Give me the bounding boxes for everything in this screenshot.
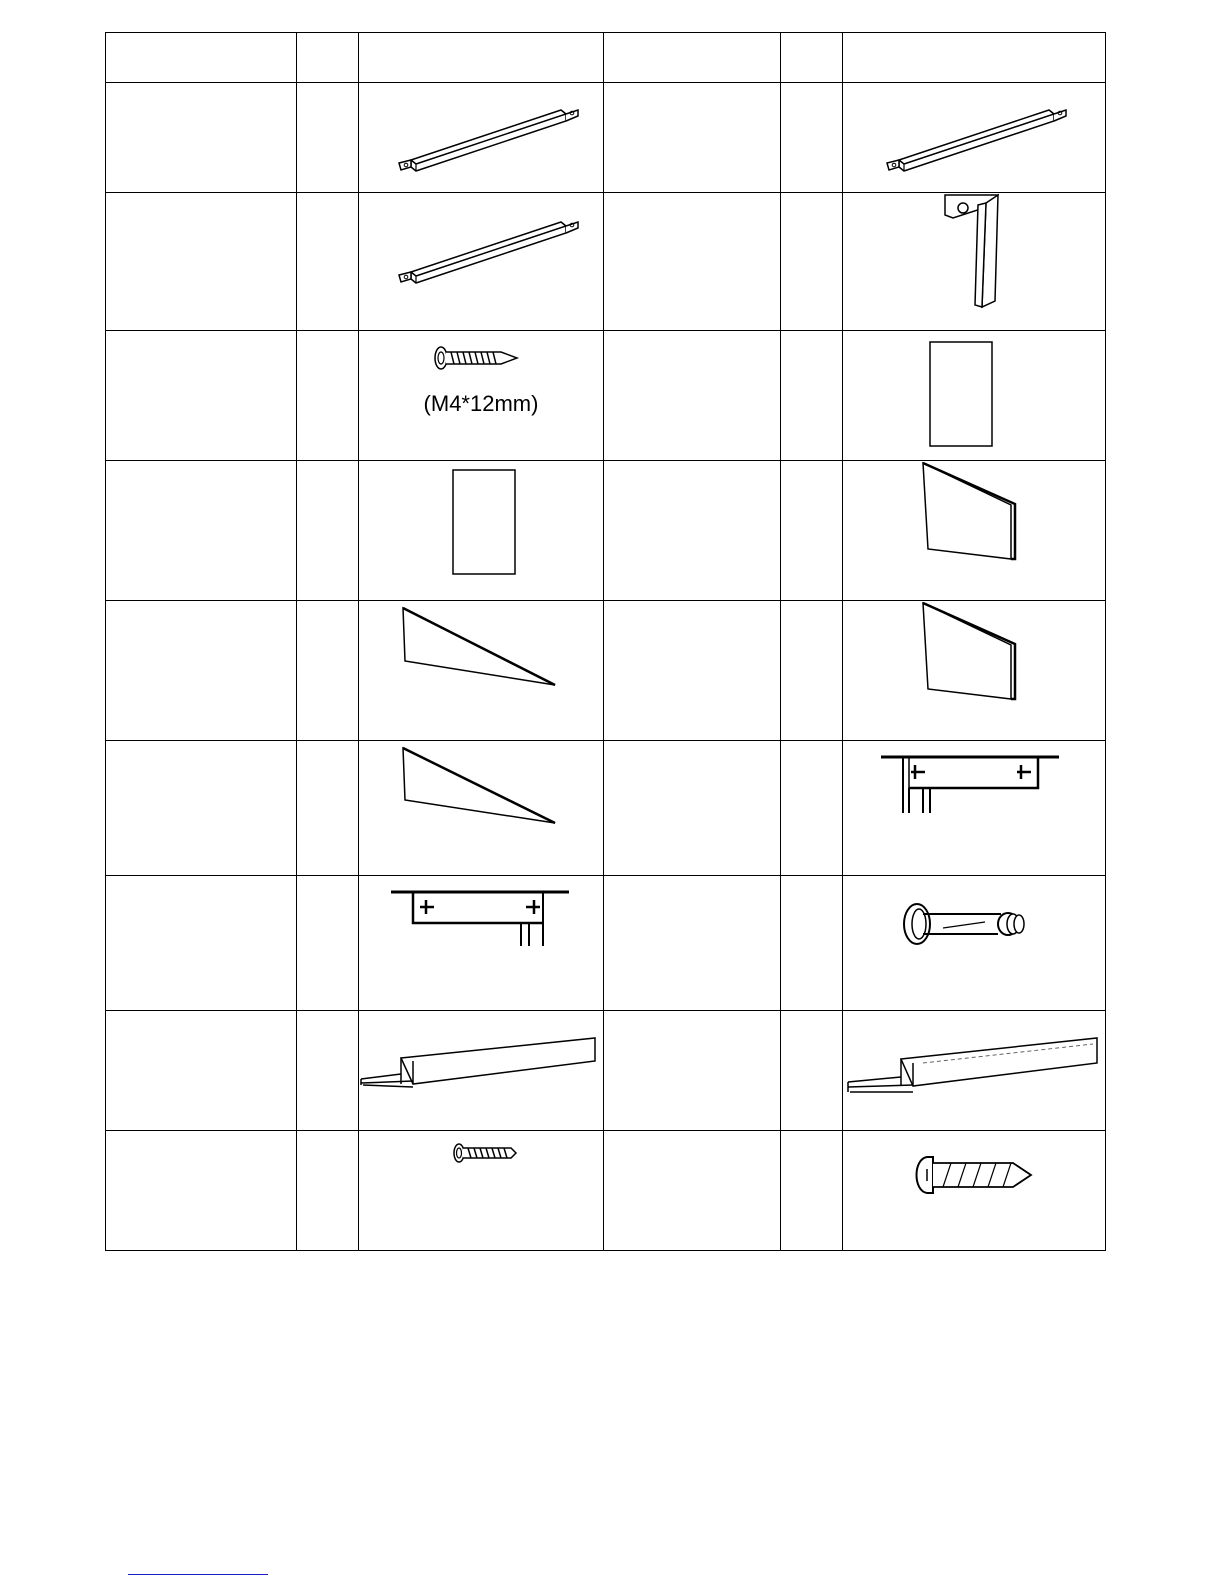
header-cell-picture-right [843,33,1106,83]
rectangular-panel-icon [843,331,1106,459]
rail-channel-icon [359,1011,604,1129]
header-cell-name-right [604,33,781,83]
triangle-panel-icon [359,601,604,739]
screw-size-label: (M4*12mm) [423,391,539,416]
table-row [106,461,1106,601]
table-row [106,193,1106,331]
table-row [106,876,1106,1011]
mounting-plate-icon [359,876,604,1009]
self-tapping-screw-icon [843,1131,1106,1249]
long-bracket-icon [359,193,604,329]
header-cell-qty-left [297,33,359,83]
table-row [106,601,1106,741]
side-panel-icon [843,461,1106,599]
footer-underline-link[interactable] [128,1572,268,1575]
rail-channel-icon [843,1011,1106,1129]
table-header-row [106,33,1106,83]
table-row [106,83,1106,193]
table-row [106,1131,1106,1251]
table-row [106,741,1106,876]
long-bracket-icon [359,83,604,191]
cam-bolt-icon [843,876,1106,1009]
mounting-plate-icon [843,741,1106,874]
table-row [106,331,1106,461]
triangle-panel-icon [359,741,604,874]
rectangular-panel-icon [359,461,604,599]
header-cell-qty-right [781,33,843,83]
table-row [106,1011,1106,1131]
short-screw-icon [359,1131,604,1249]
side-panel-icon [843,601,1106,739]
l-bracket-icon [843,193,1106,329]
long-bracket-icon [843,83,1106,191]
header-cell-name-left [106,33,297,83]
header-cell-picture-left [359,33,604,83]
parts-list-table [105,32,1106,1251]
